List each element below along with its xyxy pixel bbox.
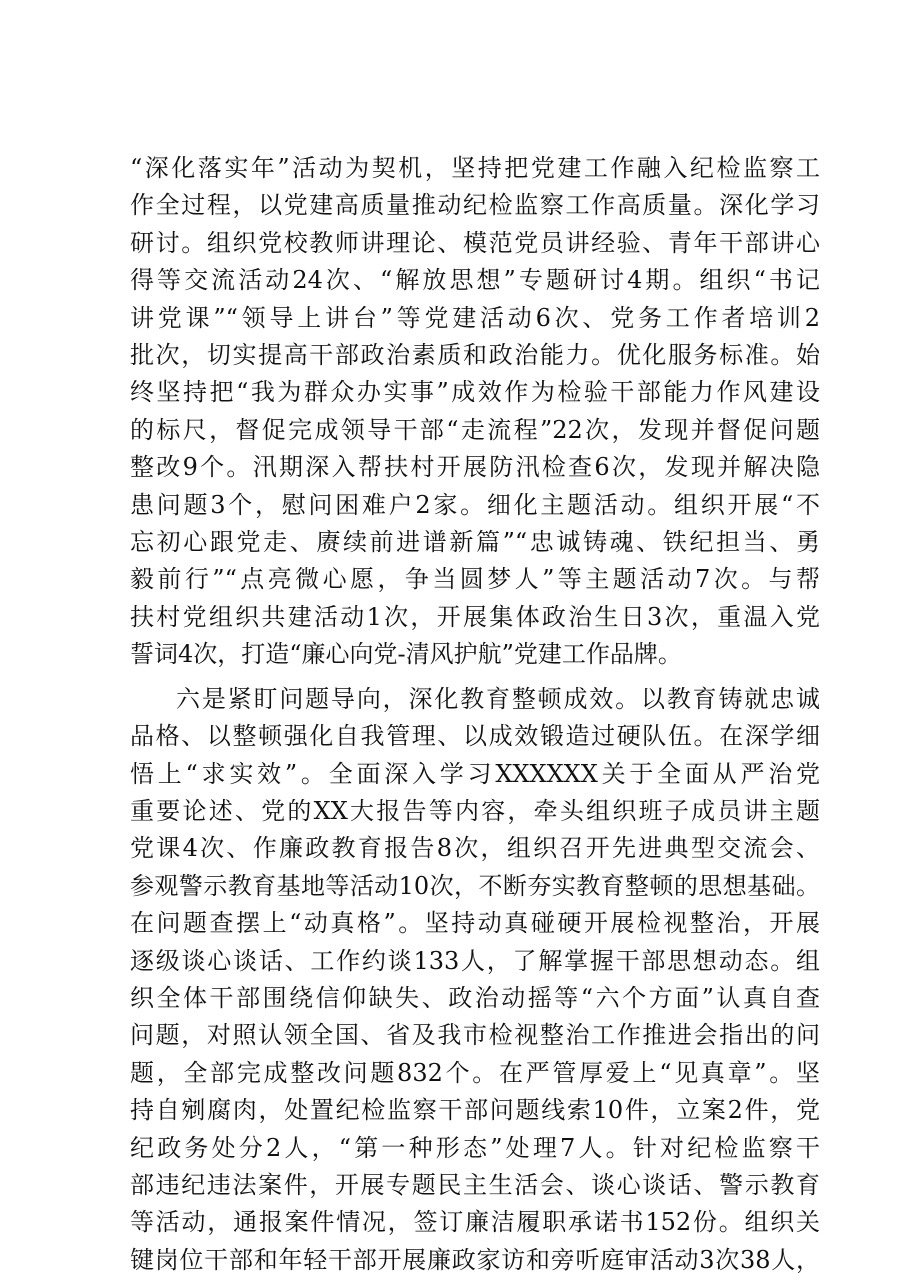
document-body: [130, 150, 820, 1279]
paragraph-1-line: 扶村党组织共建活动1次，开展集体政治生日3次，重温入党: [130, 602, 820, 631]
paragraph-1-line: 誓词4次，打造“廉心向党-清风护航”党建工作品牌。: [130, 640, 682, 669]
paragraph-1-line: 研讨。组织党校教师讲理论、模范党员讲经验、青年干部讲心: [130, 228, 820, 257]
paragraph-2-line: 逐级谈心谈话、工作约谈133人，了解掌握干部思想动态。组: [130, 946, 820, 975]
paragraph-1-line: 讲党课”“领导上讲台”等党建活动6次、党务工作者培训2: [130, 303, 820, 332]
paragraph-1-line: 作全过程，以党建高质量推动纪检监察工作高质量。深化学习: [130, 191, 820, 220]
paragraph-1-line: 终坚持把“我为群众办实事”成效作为检验干部能力作风建设: [130, 378, 820, 407]
paragraph-2-line: 织全体干部围绕信仰缺失、政治动摇等“六个方面”认真自查: [130, 983, 820, 1012]
paragraph-spacing: [130, 674, 820, 681]
paragraph-2-line: 题，全部完成整改问题832个。在严管厚爱上“见真章”。坚: [130, 1058, 820, 1087]
paragraph-2-line: 持自剜腐肉，处置纪检监察干部问题线索10件，立案2件，党: [130, 1096, 820, 1125]
paragraph-2-line: 问题，对照认领全国、省及我市检视整治工作推进会指出的问: [130, 1021, 820, 1050]
paragraph-1: [130, 150, 820, 674]
paragraph-2-line: 在问题查摆上“动真格”。坚持动真碰硬开展检视整治，开展: [130, 909, 820, 938]
paragraph-1-line: 批次，切实提高干部政治素质和政治能力。优化服务标准。始: [130, 341, 820, 370]
paragraph-2-line: 党课4次、作廉政教育报告8次，组织召开先进典型交流会、: [130, 834, 820, 863]
paragraph-2: [130, 681, 820, 1280]
paragraph-1-line: 的标尺，督促完成领导干部“走流程”22次，发现并督促问题: [130, 415, 820, 444]
paragraph-1-line: 患问题3个，慰问困难户2家。细化主题活动。组织开展“不: [130, 490, 820, 519]
paragraph-2-line: 部违纪违法案件，开展专题民主生活会、谈心谈话、警示教育: [130, 1170, 820, 1199]
paragraph-2-line: 悟上“求实效”。全面深入学习XXXXXX关于全面从严治党: [130, 759, 820, 788]
paragraph-2-line: 品格、以整顿强化自我管理、以成效锻造过硬队伍。在深学细: [130, 722, 820, 751]
paragraph-1-line: 整改9个。汛期深入帮扶村开展防汛检查6次，发现并解决隐: [130, 453, 820, 482]
paragraph-2-line: 六是紧盯问题导向，深化教育整顿成效。以教育铸就忠诚: [176, 684, 820, 713]
paragraph-1-line: 忘初心跟党走、赓续前进谱新篇”“忠诚铸魂、铁纪担当、勇: [130, 528, 820, 557]
paragraph-1-line: 毅前行”“点亮微心愿，争当圆梦人”等主题活动7次。与帮: [130, 565, 820, 594]
paragraph-2-line: 重要论述、党的XX大报告等内容，牵头组织班子成员讲主题: [130, 796, 820, 825]
paragraph-2-line: 等活动，通报案件情况，签订廉洁履职承诺书152份。组织关: [130, 1208, 820, 1237]
paragraph-2-line: 纪政务处分2人，“第一种形态”处理7人。针对纪检监察干: [130, 1133, 820, 1162]
paragraph-1-line: 得等交流活动24次、“解放思想”专题研讨4期。组织“书记: [130, 266, 820, 295]
paragraph-1-line: “深化落实年”活动为契机，坚持把党建工作融入纪检监察工: [130, 154, 820, 182]
paragraph-2-line: 键岗位干部和年轻干部开展廉政家访和旁听庭审活动3次38人，: [130, 1245, 820, 1274]
paragraph-2-line: 参观警示教育基地等活动10次，不断夯实教育整顿的思想基础。: [130, 871, 820, 900]
